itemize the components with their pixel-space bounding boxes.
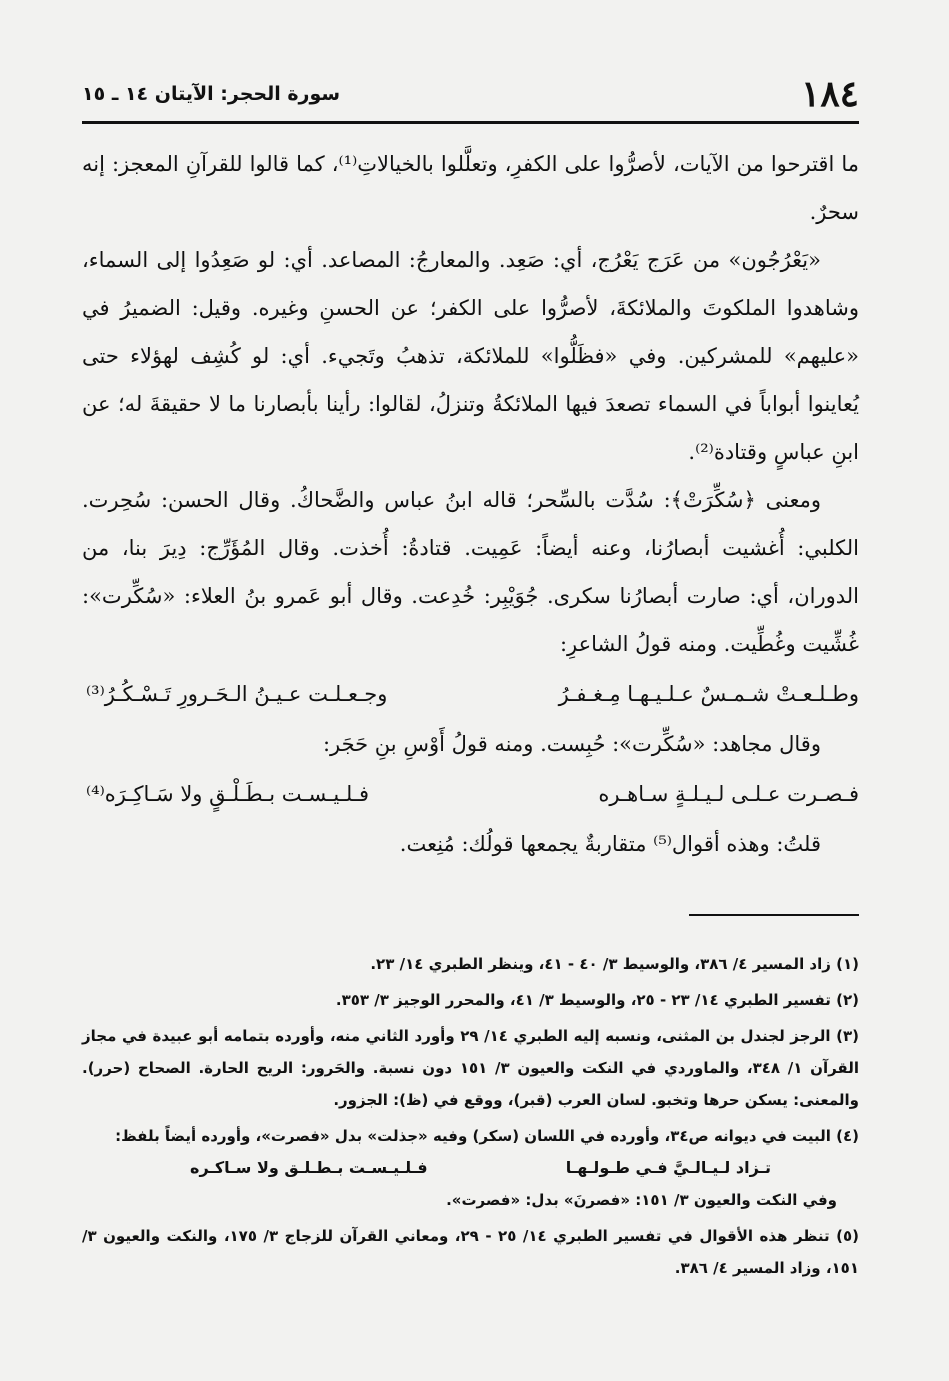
paragraph-1: ما اقترحوا من الآيات، لأصرُّوا على الكفرِ، وتعلَّلوا بالخيالاتِ⁽¹⁾، كما قالوا للقرآنِ المعجز: إنه سحرٌ. bbox=[82, 152, 859, 224]
footnotes bbox=[82, 948, 859, 1288]
poem-verse-2 bbox=[82, 768, 859, 820]
footnote-4-end: وفي النكت والعيون ٣/ ١٥١: «فصرنَ» بدل: «فصرت». bbox=[446, 1191, 837, 1209]
footnote-separator bbox=[689, 914, 859, 916]
footnote-1: (١) زاد المسير ٤/ ٣٨٦، والوسيط ٣/ ٤٠ - ٤١، وينظر الطبري ١٤/ ٢٣. bbox=[370, 955, 859, 973]
footnote-5: (٥) تنظر هذه الأقوال في تفسير الطبري ١٤/ ٢٥ - ٢٩، ومعاني القرآن للزجاج ٣/ ١٧٥، والنكت والعيون ٣/ ١٥١، وزاد المسير ٤/ ٣٨٦. bbox=[82, 1227, 860, 1277]
main-text bbox=[82, 140, 859, 868]
paragraph-3: ومعنى ﴿سُكِّرَتْ﴾: سُدَّت بالسِّحر؛ قاله ابنُ عباس والضَّحاكُ. وقال الحسن: سُحِرت. الكلبي: أُغشيت أبصارُنا، وعنه أيضاً: عَمِيت. قتادةُ: أُخذت. وقال المُؤَرِّج: دِيرَ بنا، من الدوران، أي: صارت أبصارُنا سكرى. جُوَيْبِر: خُدِعت. وقال أبو عَمرو بنُ العلاء: «سُكِّرت»: غُشِّيت وغُطِّيت. ومنه قولُ الشاعرِ: bbox=[82, 488, 859, 656]
footnote-4 bbox=[82, 1120, 859, 1152]
footnote-4-text: (٤) البيت في ديوانه ص٣٤، وأورده في اللسان (سكر) وفيه «جذلت» بدل «فصرت»، وأورده أيضاً بلفظ: bbox=[115, 1127, 859, 1145]
page-header bbox=[82, 72, 859, 116]
footnote-2: (٢) تفسير الطبري ١٤/ ٢٣ - ٢٥، والوسيط ٣/ ٤١، والمحرر الوجيز ٣/ ٣٥٣. bbox=[335, 991, 859, 1009]
header-rule bbox=[82, 121, 859, 124]
verse-1-second-hemistich: وجـعـلـت عـيـنُ الـحَـرورِ تَـسْـكُـرُ⁽³⁾ bbox=[86, 682, 388, 706]
verse-1-first-hemistich: وطـلـعـتْ شـمـسٌ عـلـيـهـا مِـغـفـرُ bbox=[558, 682, 859, 706]
verse-2-first-hemistich: فـصـرت عـلـى لـيـلـةٍ سـاهـره bbox=[598, 782, 859, 806]
footnote-4-verse bbox=[82, 1152, 859, 1184]
verse-2-second-hemistich: فـلـيـسـت بـطَـلْـقٍ ولا سَـاكِـرَه⁽⁴⁾ bbox=[86, 782, 370, 806]
footnote-verse-second-hemistich: فـلـيـسـت بـطـلـق ولا سـاكـره bbox=[190, 1158, 428, 1177]
paragraph-5: قلتُ: وهذه أقوال⁽⁵⁾ متقاربةٌ يجمعها قولُك: مُنِعت. bbox=[399, 832, 821, 856]
page-number: ١٨٤ bbox=[800, 73, 859, 115]
footnote-verse-first-hemistich: تـزاد لـيـالـيَّ فـي طـولـهـا bbox=[565, 1158, 771, 1177]
footnote-3: (٣) الرجز لجندل بن المثنى، ونسبه إليه الطبري ١٤/ ٢٩ وأورد الثاني منه، وأورده بتمامه أبو عبيدة في مجاز القرآن ١/ ٣٤٨، والماوردي في النكت والعيون ٣/ ١٥١ دون نسبة. والحَرور: الريح الحارة. الصحاح (حرر). والمعنى: يسكن حرها وتخبو. لسان العرب (قبر)، ووقع في (ظ): الجزور. bbox=[82, 1027, 859, 1109]
poem-verse-1 bbox=[82, 668, 859, 720]
paragraph-2: «يَعْرُجُون» من عَرَج يَعْرُج، أي: صَعِد. والمعارجُ: المصاعد. أي: لو صَعِدُوا إلى السماء، وشاهدوا الملكوتَ والملائكةَ، لأصرُّوا على الكفر؛ عن الحسنِ وغيره. وقيل: الضميرُ في «عليهم» للمشركين. وفي «فظَلُّوا» للملائكة، تذهبُ وتَجيء. أي: لو كُشِف لهؤلاء حتى يُعاينوا أبواباً في السماء تصعدَ فيها الملائكةُ وتنزلُ، لقالوا: رأينا بأبصارنا ما لا حقيقةَ له؛ عن ابنِ عباسٍ وقتادة⁽²⁾. bbox=[82, 248, 859, 464]
paragraph-4: وقال مجاهد: «سُكِّرت»: حُبِست. ومنه قولُ أَوْسِ بنِ حَجَر: bbox=[322, 732, 821, 756]
running-title: سورة الحجر: الآيتان ١٤ ـ ١٥ bbox=[82, 83, 341, 105]
